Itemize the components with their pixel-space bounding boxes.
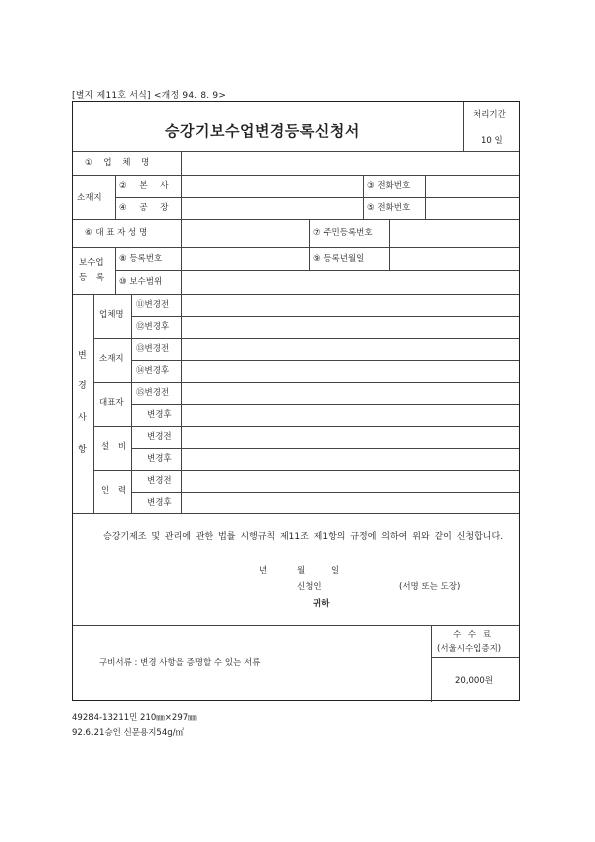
divider [115,247,116,294]
change-row-label: 변경후 [147,410,172,420]
company-name-label: ① 업 체 명 [85,158,150,168]
form-number: [별지 제11호 서식] <개정 94. 8. 9> [72,91,227,101]
divider [115,197,519,198]
required-documents: 구비서류 : 변경 사항을 증명할 수 있는 서류 [99,658,261,668]
footer-line-2: 92.6.21승인 신문용지54g/㎡ [72,728,184,738]
location-label: 소재지 [77,193,102,203]
date-month: 월 [297,566,306,576]
divider [363,175,364,219]
date-day: 일 [331,566,340,576]
change-row-label: ⑭변경후 [136,366,170,376]
divider [115,175,116,219]
divider [93,382,519,383]
changes-side-char: 변 [78,351,87,361]
change-row-label: 변경전 [147,476,172,486]
addressee: 귀하 [313,599,330,609]
fee-label: 수 수 료 [453,630,492,640]
divider [73,175,519,176]
registration-date-label: ⑨ 등록년월일 [313,254,365,264]
change-category: 소재지 [99,354,124,364]
signature-note: (서명 또는 도장) [399,582,461,592]
footer-line-1: 49284-13211민 210㎜×297㎜ [72,713,197,723]
divider [93,294,94,513]
fee-amount: 20,000원 [455,676,493,686]
divider [181,294,182,513]
divider [93,426,519,427]
divider [73,625,519,626]
processing-period-label: 처리기간 [473,110,506,120]
date-year: 년 [259,566,268,576]
revenue-stamp-note: (서울시수입증지) [437,644,502,654]
change-row-label: ⑮변경전 [136,388,170,398]
phone1-label: ③ 전화번호 [367,181,411,191]
divider [425,175,426,219]
changes-side-char: 항 [78,445,87,455]
change-row-label: 변경후 [147,498,172,508]
divider [389,219,390,247]
divider [73,247,519,248]
change-category: 대표자 [99,398,124,408]
changes-side-char: 경 [78,381,87,391]
divider [73,219,519,220]
change-row-label: 변경후 [147,454,172,464]
divider [115,270,519,271]
divider [73,151,519,152]
divider [131,404,519,405]
divider [131,316,519,317]
divider [431,625,432,702]
applicant-label: 신청인 [297,582,322,592]
factory-label: ④ 공 장 [119,203,169,213]
application-form [72,101,520,701]
registration-group-label-1: 보수업 [79,258,104,268]
representative-label: ⑥ 대 표 자 성 명 [85,228,148,238]
change-category: 인 력 [101,486,127,496]
divider [93,470,519,471]
divider [181,247,182,294]
processing-period-value: 10 일 [481,136,503,146]
change-row-label: ⑬변경전 [136,344,170,354]
form-title: 승강기보수업변경등록신청서 [165,122,360,140]
divider [309,247,310,270]
change-row-label: ⑪변경전 [136,300,170,310]
divider [309,219,310,247]
divider [131,360,519,361]
divider [73,513,519,514]
divider [389,247,390,270]
phone2-label: ⑤ 전화번호 [367,203,411,213]
change-category: 설 비 [101,442,127,452]
divider [73,294,519,295]
registration-group-label-2: 등 록 [79,273,105,283]
change-row-label: 변경전 [147,432,172,442]
change-category: 업체명 [99,310,124,320]
changes-side-char: 사 [78,413,87,423]
application-statement: 승강기제조 및 관리에 관한 법률 시행규칙 제11조 제1항의 규정에 의하여 위와 같이 신청합니다. [103,532,504,542]
divider [431,657,519,658]
divider [131,294,132,513]
divider [131,492,519,493]
divider [463,102,464,151]
registration-number-label: ⑧ 등록번호 [119,254,163,264]
divider [93,338,519,339]
change-row-label: ⑫변경후 [136,322,170,332]
divider [181,151,182,247]
resident-number-label: ⑦ 주민등록번호 [313,228,373,238]
head-office-label: ② 본 사 [119,181,169,191]
divider [131,448,519,449]
maintenance-scope-label: ⑩ 보수범위 [119,277,163,287]
